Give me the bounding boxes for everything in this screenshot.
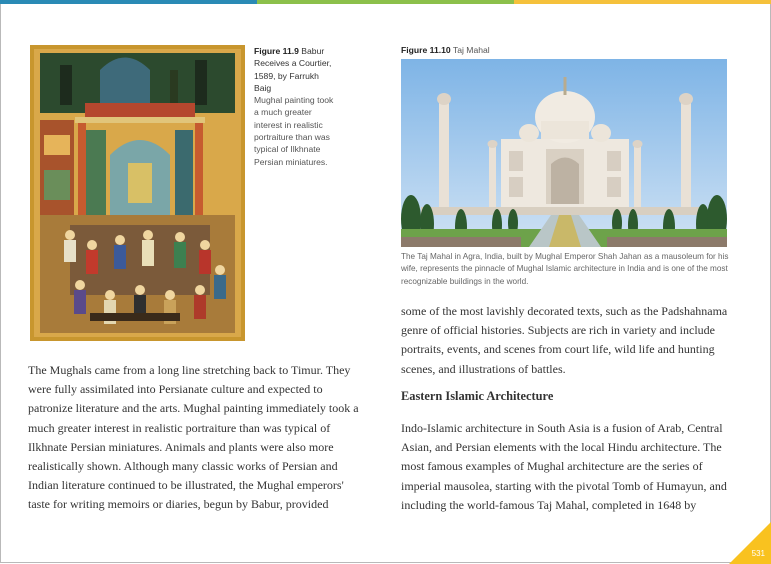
figure-11-10-title: Taj Mahal bbox=[452, 45, 490, 55]
bar-segment-yellow bbox=[514, 0, 771, 4]
figure-11-9-description: Mughal painting took a much greater interest in realistic portraiture than was typical of Ilkhnate Persian miniatures. bbox=[254, 95, 334, 167]
figure-11-10-caption: The Taj Mahal in Agra, India, built by Mughal Emperor Shah Jahan as a mausoleum for his wife, represents the pinnacle of Mughal Islamic architecture in India and is one of the most recognizable buildings in the world. bbox=[401, 252, 729, 286]
left-column-paragraph: The Mughals came from a long line stretching back to Timur. They were fully assimilated into Persianate culture and expected to patronize literature and the arts. Mughal painting immediately took a much greater interest in realistic portraiture than was typical of Ilkhnate Persian miniatures. Animals and plants were also more realistically shown. Although many classic works of Persian and Indian literature continued to be illustrated, the Mughal emperors' taste for writing memoirs or diaries, begun by Babur, provided bbox=[28, 363, 359, 512]
bar-segment-blue bbox=[0, 0, 257, 4]
figure-11-9-caption bbox=[254, 45, 336, 168]
right-column-paragraph-1: some of the most lavishly decorated texts, such as the Padshahnama genre of official histories. Subjects are rich in variety and include portraits, events, and scenes from court life, wild life and hunting scenes, and illustrations of battles. bbox=[401, 304, 728, 376]
taj-mahal-photo[interactable] bbox=[401, 59, 727, 247]
top-color-bar bbox=[0, 0, 771, 4]
figure-11-10-label bbox=[401, 45, 490, 55]
babur-painting-image[interactable] bbox=[30, 45, 245, 341]
section-heading: Eastern Islamic Architecture bbox=[401, 389, 554, 403]
page-number: 531 bbox=[751, 549, 765, 558]
figure-11-9-title-text: Babur Receives a Courtier, 1589, by Farrukh Baig bbox=[254, 46, 332, 93]
figure-11-9-title bbox=[254, 45, 336, 94]
right-column-paragraph-2: Indo-Islamic architecture in South Asia is a fusion of Arab, Central Asian, and Persian elements with the local Hindu architecture. The most famous examples of Mughal architecture are the series of imperial mausolea, starting with the pivotal Tomb of Humayun, and including the world-famous Taj Mahal, completed in 1648 by bbox=[401, 421, 727, 512]
figure-11-10-number: Figure 11.10 bbox=[401, 45, 451, 55]
figure-11-9-number: Figure 11.9 bbox=[254, 46, 299, 56]
bar-segment-green bbox=[257, 0, 514, 4]
